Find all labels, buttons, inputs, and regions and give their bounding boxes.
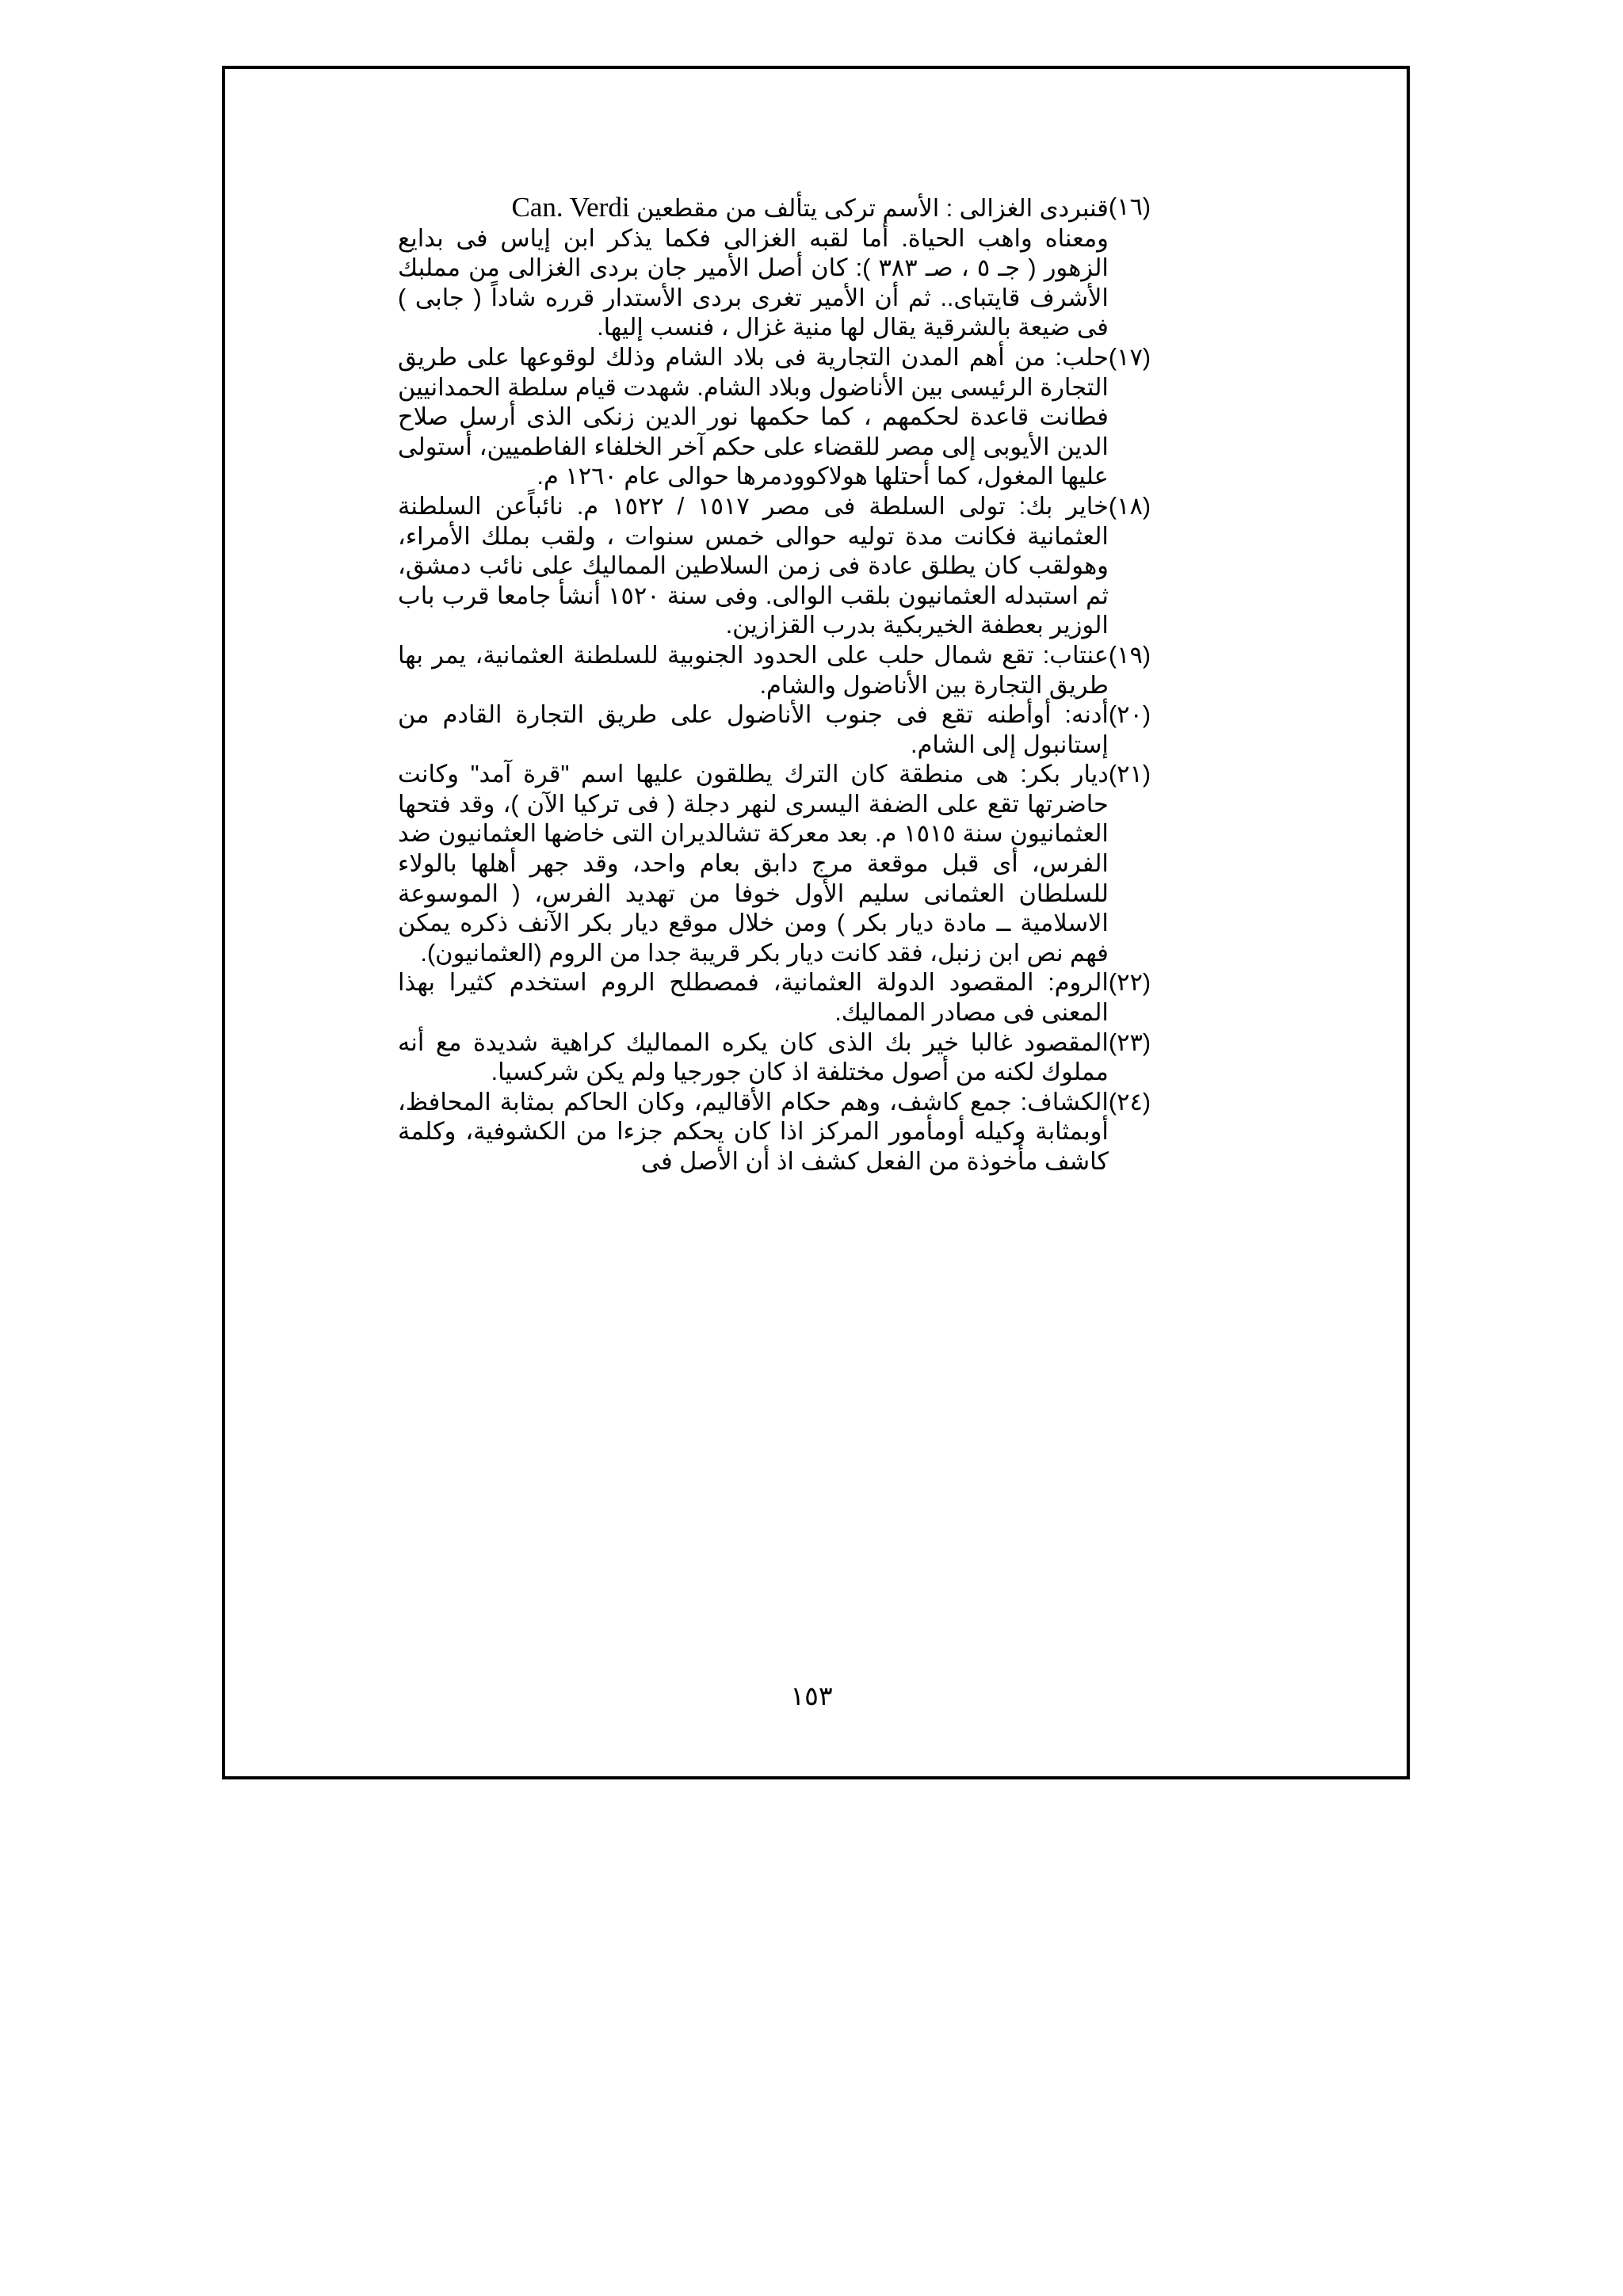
footnote-text: عنتاب: تقع شمال حلب على الحدود الجنوبية للسلطنة العثمانية، يمر بها طريق التجارة بين الأناضول والشام. [398,641,1109,699]
footnote-23 [398,1028,1151,1088]
footnote-text: أدنه: أوأطنه تقع فى جنوب الأناضول على طريق التجارة القادم من إستانبول إلى الشام. [398,701,1109,758]
footnote-number: (٢٠) [1108,701,1151,729]
footnote-text: حلب: من أهم المدن التجارية فى بلاد الشام وذلك لوقوعها على طريق التجارة الرئيسى بين الأناضول وبلاد الشام. شهدت قيام سلطة الحمدانيين فطانت قاعدة لحكمهم ، كما حكمها نور الدين زنكى الذى أرسل صلاح الدين الأيوبى إلى مصر للقضاء على حكم آخر الخلفاء الفاطميين، أستولى عليها المغول، كما أحتلها هولاكوودمرها حوالى عام ١٢٦٠ م. [398,343,1109,490]
footnote-number: (١٩) [1108,641,1151,669]
footnote-text: ديار بكر: هى منطقة كان الترك يطلقون عليها اسم "قرة آمد" وكانت حاضرتها تقع على الضفة اليسرى لنهر دجلة ( فى تركيا الآن )، وقد فتحها العثمانيون سنة ١٥١٥ م. بعد معركة تشالديران التى خاضها العثمانيون ضد الفرس، أى قبل موقعة مرج دابق بعام واحد، وقد جهر أهلها بالولاء للسلطان العثمانى سليم الأول خوفا من تهديد الفرس، ( الموسوعة الاسلامية ــ مادة ديار بكر ) ومن خلال موقع ديار بكر الآنف ذكره يمكن فهم نص ابن زنبل، فقد كانت ديار بكر قريبة جدا من الروم (العثمانيون). [398,761,1109,967]
footnote-text [398,193,1109,343]
footnote-number: (١٧) [1108,343,1151,371]
footnote-22 [398,968,1151,1028]
footnote-number: (٢١) [1108,761,1151,788]
footnote-number: (٢٣) [1108,1028,1151,1056]
footnote-heading: قنبردى الغزالى : الأسم تركى يتألف من مقطعين [629,195,1109,222]
footnote-text: الكشاف: جمع كاشف، وهم حكام الأقاليم، وكان الحاكم بمثابة المحافظ، أوبمثابة وكيله أومأمور المركز اذا كان يحكم جزءا من الكشوفية، وكلمة كاشف مأخوذة من الفعل كشف اذ أن الأصل فى [398,1088,1109,1175]
footnote-20 [398,700,1151,760]
footnote-number: (١٦) [1108,193,1151,220]
footnote-21 [398,760,1151,968]
footnote-text: الروم: المقصود الدولة العثمانية، فمصطلح الروم استخدم كثيرا بهذا المعنى فى مصادر المماليك. [398,969,1109,1027]
footnote-number: (٢٤) [1108,1088,1151,1116]
footnote-17 [398,343,1151,492]
footnote-body: ومعناه واهب الحياة. أما لقبه الغزالى فكما يذكر ابن إياس فى بدايع الزهور ( جـ ٥ ، صـ ٣٨٣ ): كان أصل الأمير جان بردى الغزالى من مملبك الأشرف قايتباى.. ثم أن الأمير تغرى بردى الأستدار قرره شاداً ( جابى ) فى ضيعة بالشرقية يقال لها منية غزال ، فنسب إليها. [398,224,1109,341]
latin-term: Can. Verdi [511,192,630,223]
footnote-18 [398,492,1151,641]
footnotes [398,193,1151,1177]
footnote-16 [398,193,1151,343]
footnote-24 [398,1088,1151,1177]
footnote-number: (١٨) [1108,492,1151,520]
footnote-text: المقصود غالبا خير بك الذى كان يكره المماليك كراهية شديدة مع أنه مملوك لكنه من أصول مختلفة اذ كان جورجيا ولم يكن شركسيا. [398,1028,1109,1086]
footnote-19 [398,641,1151,700]
footnote-text: خاير بك: تولى السلطة فى مصر ١٥١٧ / ١٥٢٢ م. نائباًعن السلطنة العثمانية فكانت مدة توليه حوالى خمس سنوات ، ولقب بملك الأمراء، وهولقب كان يطلق عادة فى زمن السلاطين المماليك على نائب دمشق، ثم استبدله العثمانيون بلقب الوالى. وفى سنة ١٥٢٠ أنشأ جامعا قرب باب الوزير بعطفة الخيربكية بدرب القزازين. [398,492,1109,639]
page-number: ١٥٣ [790,1681,833,1711]
footnote-number: (٢٢) [1108,969,1151,997]
